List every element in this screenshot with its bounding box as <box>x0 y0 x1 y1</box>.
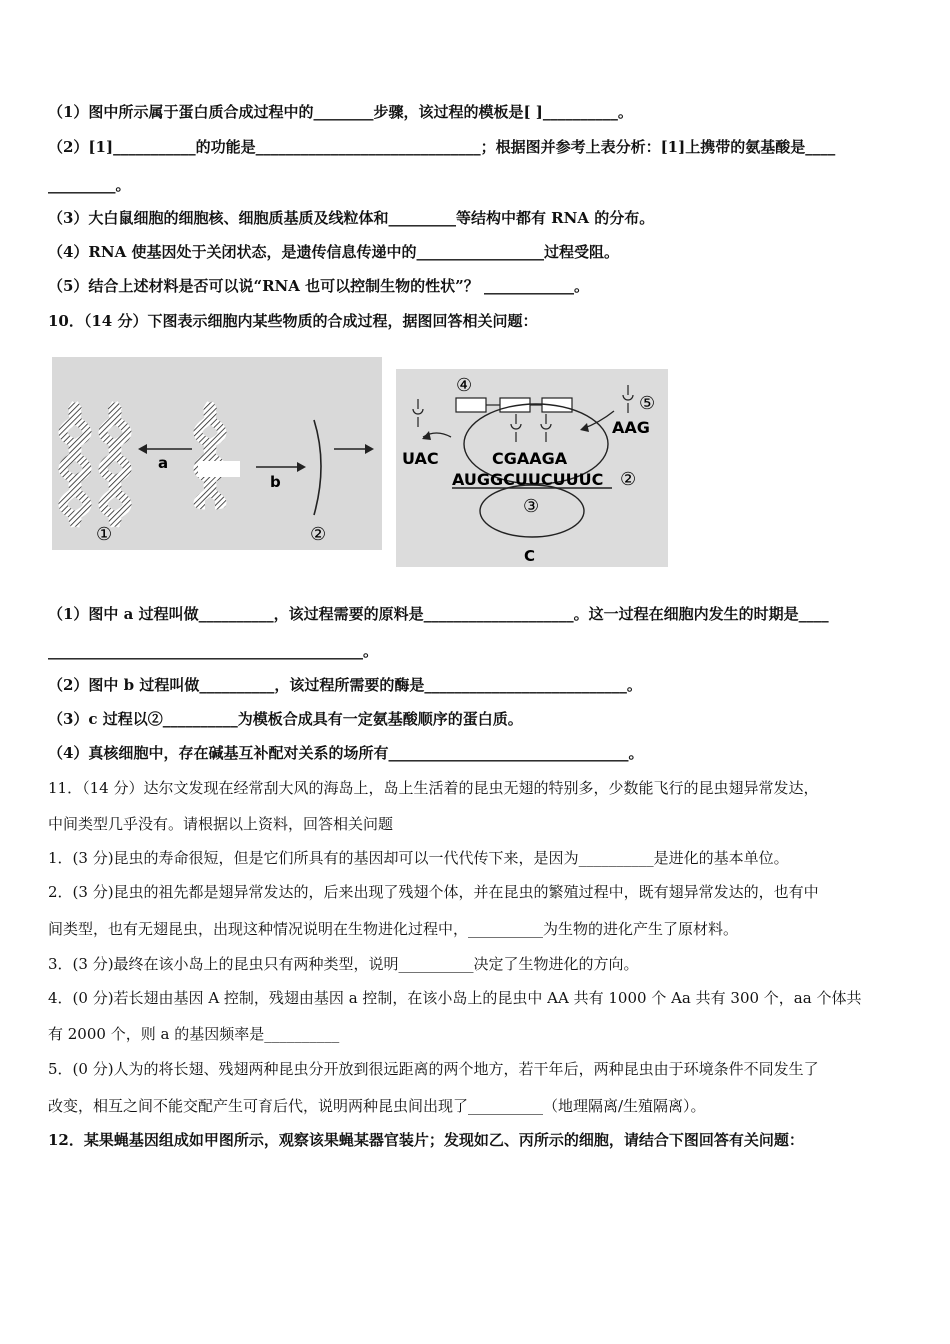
double-helix-left <box>63 405 87 523</box>
q11-sub3: 3．(3 分)最终在该小岛上的昆虫只有两种类型，说明__________决定了生物进化的方向。 <box>48 955 639 973</box>
q11-sub5-line2: 改变，相互之间不能交配产生可育后代，说明两种昆虫间出现了__________（地理隔离/生殖隔离）。 <box>48 1097 706 1115</box>
q11-sub4-line2: 有 2000 个，则 a 的基因频率是__________ <box>48 1025 340 1043</box>
double-helix-middle <box>198 405 240 505</box>
q10-part3: （3）c 过程以②__________为模板合成具有一定氨基酸顺序的蛋白质。 <box>48 710 523 728</box>
mark-1: ① <box>96 524 113 545</box>
q9-part4: （4）RNA 使基因处于关闭状态，是遗传信息传递中的_________________过程受阻。 <box>48 243 619 261</box>
mrna-strand <box>314 420 321 515</box>
mark-5: ⑤ <box>639 393 656 414</box>
amino-acid-box <box>456 398 486 412</box>
q10-part1-line2: __________________________________________。 <box>48 642 379 660</box>
q10-part2: （2）图中 b 过程叫做__________，该过程所需要的酶是___________________________。 <box>48 676 642 694</box>
label-c: C <box>524 547 536 565</box>
q11-header-line2: 中间类型几乎没有。请根据以上资料，回答相关问题 <box>48 815 394 833</box>
q9-part5: （5）结合上述材料是否可以说“RNA 也可以控制生物的性状”？ ____________。 <box>48 277 589 295</box>
q12-header: 12．某果蝇基因组成如甲图所示，观察该果蝇某器官装片；发现如乙、丙所示的细胞，请结合下图回答有关问题： <box>48 1131 804 1149</box>
q10-header: 10．（14 分）下图表示细胞内某些物质的合成过程，据图回答相关问题： <box>48 312 538 330</box>
double-helix-left-2 <box>103 405 127 523</box>
q9-part2-line1: （2）[1]___________的功能是______________________________；根据图并参考上表分析：[1]上携带的氨基酸是____ <box>48 138 836 156</box>
mrna-sequence: AUGGCUUCUUUC <box>452 470 604 489</box>
mark-2: ② <box>310 524 327 545</box>
mark-3: ③ <box>523 496 540 517</box>
label-b: b <box>270 473 281 491</box>
q11-sub5-line1: 5．(0 分)人为的将长翅、残翅两种昆虫分开放到很远距离的两个地方，若干年后，两种昆虫由于环境条件不同发生了 <box>48 1060 819 1078</box>
anticodon-uac: UAC <box>402 449 439 468</box>
q10-part1-line1: （1）图中 a 过程叫做__________，该过程需要的原料是____________________。这一过程在细胞内发生的时期是____ <box>48 605 829 623</box>
label-a: a <box>158 454 169 472</box>
figure-translation <box>396 369 668 567</box>
mark-2b: ② <box>620 469 637 490</box>
q11-sub1: 1．(3 分)昆虫的寿命很短，但是它们所具有的基因却可以一代代传下来，是因为__________是进化的基本单位。 <box>48 849 789 867</box>
q11-sub2-line1: 2．(3 分)昆虫的祖先都是翅异常发达的，后来出现了残翅个体，并在昆虫的繁殖过程中，既有翅异常发达的，也有中 <box>48 883 819 901</box>
mark-4: ④ <box>456 375 473 396</box>
q9-part3: （3）大白鼠细胞的细胞核、细胞质基质及线粒体和_________等结构中都有 RNA 的分布。 <box>48 209 655 227</box>
q9-part2-line2: _________。 <box>48 176 131 194</box>
figure-dna-process <box>52 357 382 550</box>
q11-sub2-line2: 间类型，也有无翅昆虫，出现这种情况说明在生物进化过程中，__________为生物的进化产生了原材料。 <box>48 920 739 938</box>
anticodon-aag: AAG <box>612 418 650 437</box>
codon-pair: CGAAGA <box>492 449 568 468</box>
q10-part4: （4）真核细胞中，存在碱基互补配对关系的场所有________________________________。 <box>48 744 644 762</box>
q11-header-line1: 11．（14 分）达尔文发现在经常刮大风的海岛上，岛上生活着的昆虫无翅的特别多，少数能飞行的昆虫翅异常发达， <box>48 779 819 797</box>
q9-part1: （1）图中所示属于蛋白质合成过程中的________步骤，该过程的模板是[ ]__________。 <box>48 103 633 121</box>
trna-group <box>413 385 633 442</box>
q11-sub4-line1: 4．(0 分)若长翅由基因 A 控制，残翅由基因 a 控制，在该小岛上的昆虫中 AA 共有 1000 个 Aa 共有 300 个，aa 个体共 <box>48 989 862 1007</box>
